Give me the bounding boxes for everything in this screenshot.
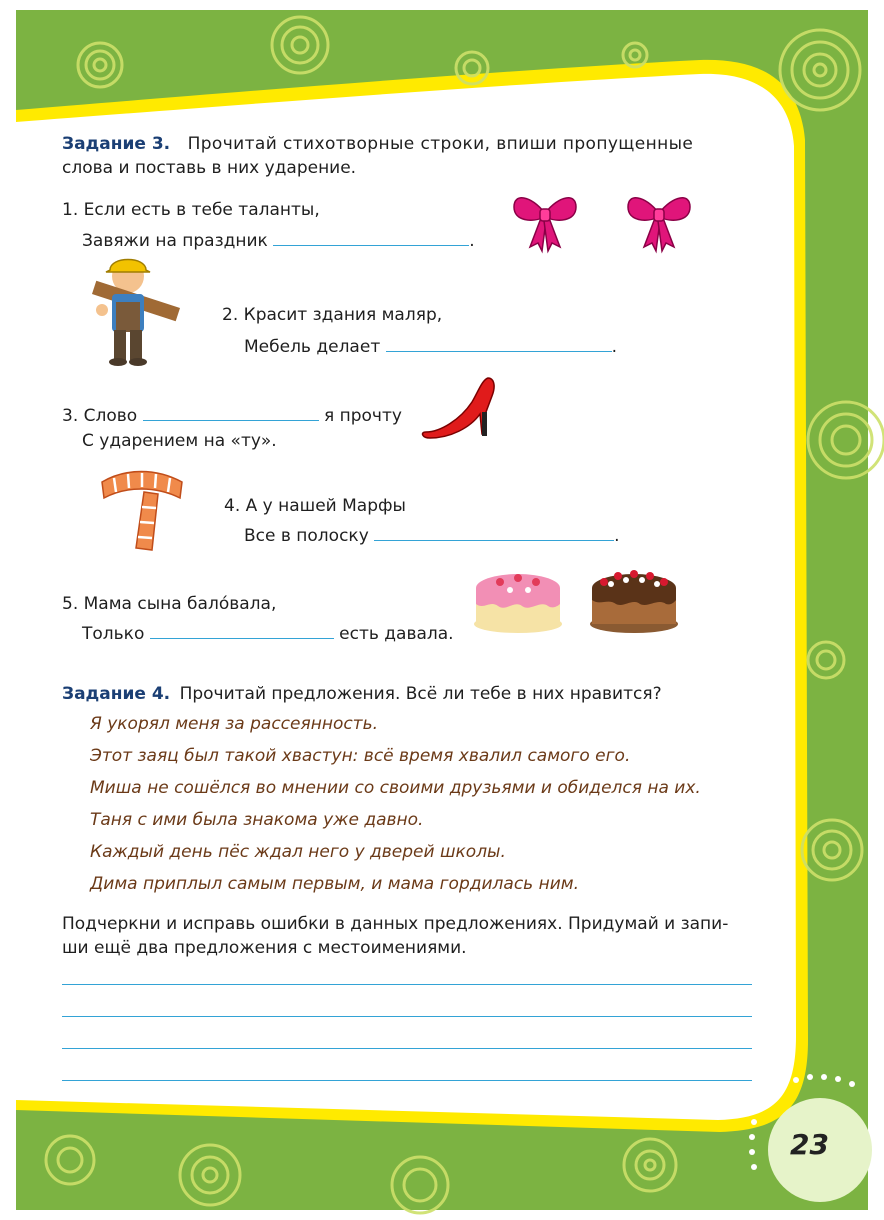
task4-title-line <box>62 680 662 708</box>
sentence-1: Я укорял меня за рассеянность. <box>90 714 379 734</box>
cake-icon <box>586 560 682 636</box>
poem-3-line-1 <box>62 400 402 430</box>
writing-line[interactable] <box>62 984 752 985</box>
writing-line[interactable] <box>62 1048 752 1049</box>
poem-3-text-after: я прочту <box>324 406 402 426</box>
poem-3-blank[interactable] <box>143 400 319 421</box>
scarf-icon <box>96 462 188 554</box>
poem-5-end: есть давала. <box>339 624 454 644</box>
cake-icon <box>470 560 566 636</box>
poem-1-end: . <box>469 231 475 251</box>
poem-3-line-2: С ударением на «ту». <box>82 431 277 451</box>
writing-line[interactable] <box>62 1016 752 1017</box>
poem-1-text: Завяжи на праздник <box>82 231 268 251</box>
poem-3-text: 3. Слово <box>62 406 138 426</box>
poem-1-line-1: 1. Если есть в тебе таланты, <box>62 200 320 220</box>
poem-4-line-2 <box>244 520 620 550</box>
task4-followup-1: Подчеркни и исправь ошибки в данных предложениях. Придумай и запи- <box>62 914 729 934</box>
poem-2-line-1: 2. Красит здания маляр, <box>222 305 443 325</box>
sentence-5: Каждый день пёс ждал него у дверей школы. <box>90 842 506 862</box>
task3-instruction-1: Прочитай стихотворные строки, впиши пропущенные <box>187 134 694 154</box>
task4-instruction: Прочитай предложения. Всё ли тебе в них нравится? <box>179 684 662 704</box>
poem-2-line-2 <box>244 331 617 361</box>
builder-icon <box>88 250 184 370</box>
sentence-2: Этот заяц был такой хвастун: всё время хвалил самого его. <box>90 746 631 766</box>
bow-icon <box>510 185 580 255</box>
poem-5-line-2 <box>82 618 454 648</box>
poem-4-blank[interactable] <box>374 520 614 541</box>
red-shoe-icon <box>420 372 500 442</box>
task4-title: Задание 4. <box>62 684 171 704</box>
task4-followup-2: ши ещё два предложения с местоимениями. <box>62 938 467 958</box>
poem-5-blank[interactable] <box>150 618 334 639</box>
sentence-4: Таня с ими была знакома уже давно. <box>90 810 424 830</box>
writing-line[interactable] <box>62 1080 752 1081</box>
poem-4-line-1: 4. А у нашей Марфы <box>224 496 406 516</box>
poem-2-text: Мебель делает <box>244 337 381 357</box>
poem-5-line-1: 5. Мама сына бало́вала, <box>62 594 277 614</box>
poem-4-end: . <box>614 526 620 546</box>
poem-4-text: Все в полоску <box>244 526 369 546</box>
task3-instruction-2: слова и поставь в них ударение. <box>62 158 357 178</box>
poem-1-blank[interactable] <box>273 225 469 246</box>
page-number: 23 <box>790 1128 829 1161</box>
poem-2-blank[interactable] <box>386 331 612 352</box>
task3-title: Задание 3. <box>62 134 171 154</box>
sentence-3: Миша не сошёлся во мнении со своими друзьями и обиделся на их. <box>90 778 701 798</box>
poem-5-text: Только <box>82 624 145 644</box>
poem-2-end: . <box>611 337 618 357</box>
bow-icon <box>624 185 694 255</box>
sentence-6: Дима приплыл самым первым, и мама гордилась ним. <box>90 874 579 894</box>
